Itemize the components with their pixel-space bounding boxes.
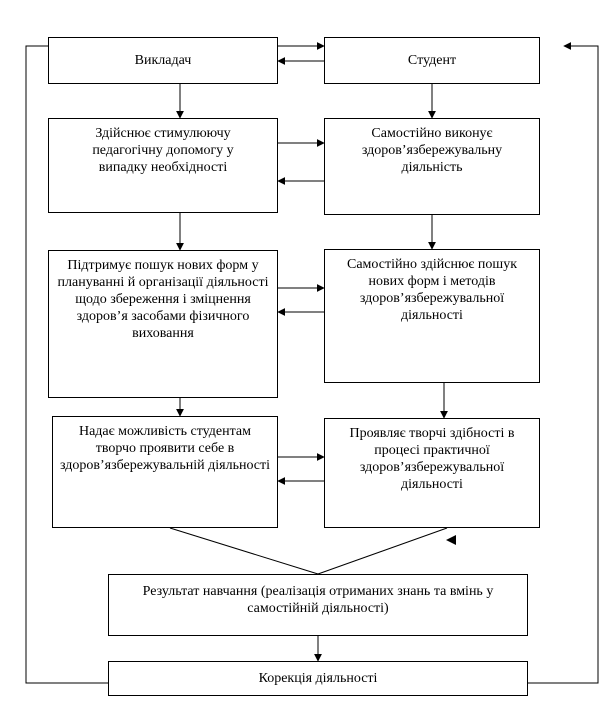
stray-arrowhead <box>446 535 456 545</box>
teacher-step-3-box <box>52 416 278 528</box>
student-title: Студент <box>407 53 457 68</box>
student-box <box>324 37 540 84</box>
student-step-2-box <box>324 249 540 383</box>
student-step-3-text: Проявляє творчі здібності в процесі практичної здоров’язбережувальної діяльності <box>349 426 515 492</box>
teacher-box <box>48 37 278 84</box>
student-step-2-text: Самостійно здійснює пошук нових форм і методів здоров’язбережувальної діяльності <box>347 257 517 323</box>
teacher-step-1-text: Здійснює стимулюючу педагогічну допомогу у випадку необхідності <box>92 126 234 175</box>
student-step-1-box <box>324 118 540 215</box>
teacher-step-1-box <box>48 118 278 213</box>
teacher-step-3-text: Надає можливість студентам творчо проявити себе в здоров’язбережувальній діяльності <box>59 424 271 473</box>
teacher-step-2-text: Підтримує пошук нових форм у плануванні й організації діяльності щодо збереження і зміцнення здоров’я засобами фізичного виховання <box>57 258 269 341</box>
teacher-step-2-box <box>48 250 278 398</box>
student-step-3-box <box>324 418 540 528</box>
correction-text: Корекція діяльності <box>258 671 378 686</box>
result-box <box>108 574 528 636</box>
teacher-title: Викладач <box>134 53 192 68</box>
result-text: Результат навчання (реалізація отриманих знань та вмінь у самостійній діяльності) <box>142 584 494 616</box>
line-teacher-to-result <box>170 528 318 574</box>
line-student-to-result <box>318 528 447 574</box>
correction-box <box>108 661 528 696</box>
student-step-1-text: Самостійно виконує здоров’язбережувальну діяльність <box>361 126 503 175</box>
